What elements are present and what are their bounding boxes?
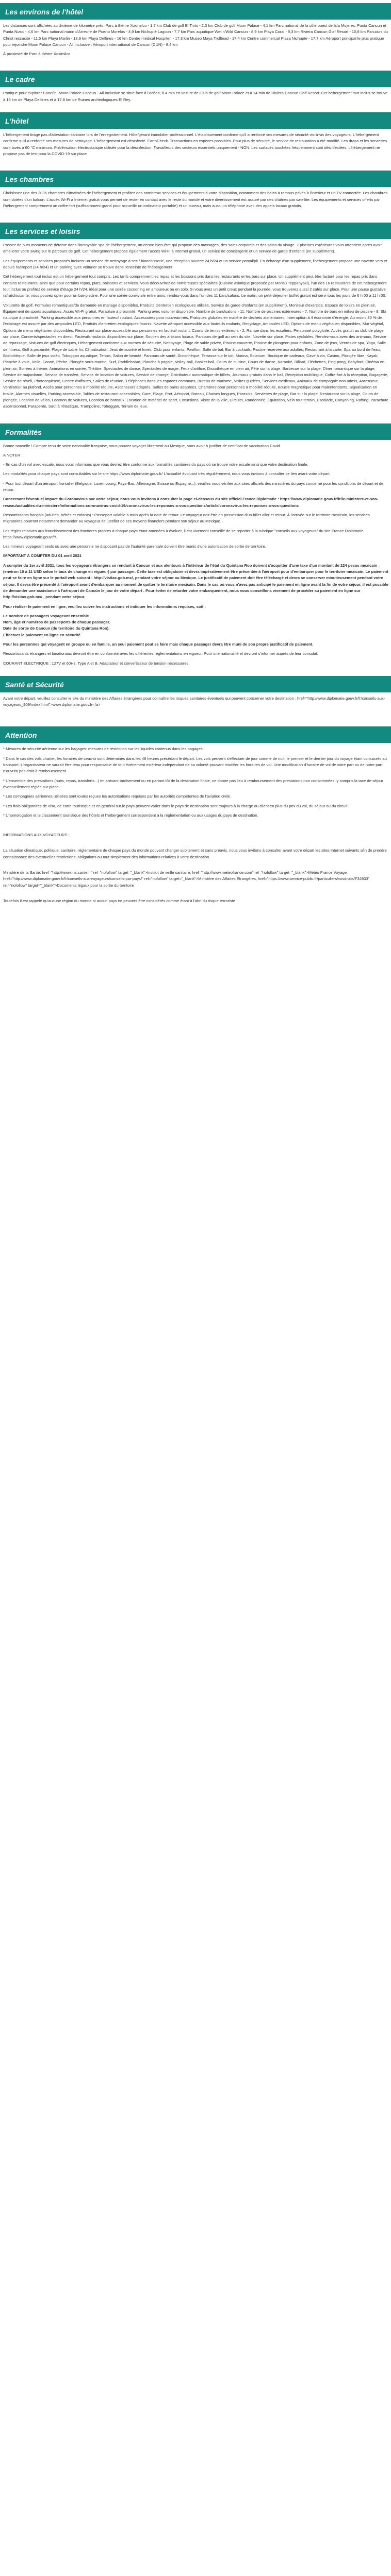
paragraph: Ressortissants français (adultes, bébés et enfants) : Passeport valable 6 mois après la date de retour. Le voyageur doit être en possession d'un billet aller et retour. À l'arrivée sur le territoire mexicain, les services migratoires pourront notamment demander au voyageur de justifier de ses moyens financiers pendant son séjour au Mexique.	[3, 512, 370, 524]
paragraph: Les modalités pour chaque pays sont consultables sur le site https://www.diplomatie.gouv.fr/ L'actualité évoluant très régulièrement, nous vous invitons à consulter ce lien avant votre départ.	[3, 471, 331, 477]
page	[0, 3, 391, 914]
section-body-chambres	[0, 190, 391, 209]
paragraph: A compter du 1er avril 2021, tous les voyageurs étrangers se rendant à Cancun et aux alentours à l'intérieur de l'état du Quintana Roo doivent s'acquitter d'une taxe d'un montant de 224 pesos mexicain (environ 10 à 11 USD selon le taux de change en vigueur) par passager. Cette taxe est obligatoire et devra impérativement être présentée à l'aéroport pour d'embarquer pour le territoire mexicain. Le paiement peut se faire en ligne sur le portail web suivant : http://visitax.gob.mx/, pendant votre séjour au Mexique. Le justificatif de paiement doit être téléchargé et devra se conserver minutieusement pendant votre séjour. Il devra être présenté à l'aéroport avant d'embarquer au moment de quitter le territoire mexicain. Dans le cas où vous n'avez pas anticipé le paiement en ligne avant la fin de votre séjour, il est possible de demander une assistance à l'aéroport de Cancún le jour de votre départ . Pour éviter de retarder votre embarquement, nous vous conseillons vivement de procéder au paiement en ligne sur http://visitax.gob.mx/ , pendant votre séjour.	[3, 563, 388, 600]
section-body-formalites	[0, 443, 391, 667]
paragraph: Ressortissants étrangers et binationaux devront être en conformité avec les différentes réglementations en vigueur. Pour une nationalité et devront s'informer auprès de leur consulat.	[3, 651, 318, 656]
paragraph: À proximité de Parc à thème Xoximilco	[3, 52, 71, 57]
paragraph: * L'ensemble des prestations (nuits, repas, transferts...) en arrivant tardivement ou en partant tôt de la destination finale, ne donne pas lieu à remboursement des prestations non consommées, y compris la taxe de séjour éventuellement réglée sur place.	[3, 778, 383, 789]
paragraph: Cet hébergement tout inclus est un hébergement tout compris. Les tarifs comprennent les repas et les boissons pris dans les restaurants et les bars sur place. Un supplément peut être facturé pour les repas pris dans certains restaurants, ainsi que pour certains repas, plats, boissons et services. Vous découvrirez de nombreuses spécialités (Cuisine asiatique proposée par Monsú Teppanyaki), l'un des 16 restaurants de cet hébergement tout inclus ou profitez de service d'étage 24 h/24, idéal pour une soirée cocooning en amoureux ou en solo. Si vous avez un petit creux pendant la journée, vous trouverez aussi 2 cafés sur place. Pour une pause gustative rafraîchissante, vous pouvez opter pour un bar-piscine. Pour une soirée conviviale entre amis, rendez-vous dans l'un des 11 bars/salons. Le matin, un petit-déjeuner buffet gratuit est servi tous les jours de 6 h 00 à 11 h 00.	[3, 274, 387, 298]
section-title-attention: Attention	[0, 726, 391, 743]
paragraph: - Pour tout départ d'un aéroport frontalier (Belgique, Luxembourg, Pays-Bas, Allemagne, Suisse ou Espagne...), veuillez nous vérifier aux sites officiels des ministères du pays concerné pour les conditions de départ et de retour.	[3, 481, 384, 493]
paragraph: Les règles relatives aux franchissement des frontières propres à chaque pays étant amenées à évoluer, il est vivement conseillé de se reporter à la rubrique "conseils aux voyageurs" du site France Diplomatie, https://www.diplomatie.gouv.fr/.	[3, 528, 365, 539]
paragraph: Passez de purs moments de détente dans l'incroyable spa de l'hébergement, un centre bien-être qui propose des massages, des soins corporels et des soins du visage. 7 piscines extérieures vous attendent après avoir améliorer votre swing sur le parcours de golf. Cet hébergement propose également l'accès Wi-Fi à Internet gratuit, un service de conciergerie et un service de garde d'enfants (en supplément).	[3, 243, 382, 254]
paragraph: A NOTER :	[3, 452, 23, 457]
section-body-attention	[0, 746, 391, 904]
paragraph: Toutefois il est rappelé qu'aucune région du monde ni aucun pays ne peuvent être considérés comme étant à l'abri du risque terroriste	[3, 898, 235, 903]
paragraph: * Dans le cas des vols charter, les horaires de ceux-ci sont déterminés dans les 48 heures précédant le départ. Les vols peuvent s'effectuer de jour comme de nuit, le premier et le dernier jour du voyage étant consacrés au transport. L'organisateur ne saurait être tenu pour responsable de tout événement extérieur indépendant de sa volonté pouvant modifier les horaires de vol. Une modification d'horaire de vol de votre part ou de notre part, n'ouvrira pas droit à remboursement.	[3, 756, 387, 774]
paragraph: * L'homologation et le classement touristique des hôtels et l'hébergement correspondent à la réglementation ou aux usages du pays de destination.	[3, 812, 258, 818]
paragraph: Pour les personnes qui voyagent en groupe ou en famille, un seul paiement peut se faire mais chaque passager devra être muni de son propre justificatif de paiement.	[3, 642, 314, 647]
paragraph: Bonne nouvelle ! Compte tenu de votre nationalité française, vous pouvez voyager librement au Mexique, sans avoir à justifier de certificat de vaccination Covid.	[3, 443, 281, 448]
section-title-formalites: Formalités	[0, 423, 391, 440]
paragraph: Choisissez une des 2036 chambres climatisées de l'hébergement et profitez des nombreux services et équipements à votre disposition, notamment des bains à remous privés à l'intérieur et un TV connectée. Les chambres sont dotées d'un balcon. L'accès Wi-Fi à Internet gratuit vous permet de rester en contact avec le reste du monde et votre divertissement est assuré par des chaînes par satellite. Les équipements et services offerts par l'hébergement comprennent un coffre-fort (suffisamment grand pour accueillir un ordinateur portable) et un bureau, mais aussi un téléphone avec des appels locaux gratuits.	[3, 191, 388, 208]
section-body-cadre	[0, 90, 391, 103]
paragraph: Les distances sont affichées au dixième de kilomètre près. Parc à thème Xoximilco - 1,7 km Club de golf El Tinto - 2,3 km Club de golf Moon Palace - 4,1 km Parc national de la côte ouest de Isla Mujeres, Punta Cancun et Punta Nizuc - 4,6 km Parc national marin d'Arrecife de Puerto Morelos - 4,9 km Nichupté Lagoon - 7,7 km Parc aquatique Wet n'Wild Cancun - 8,9 km Playa Coral - 9,3 km Riviera Cancun Golf Resort - 10,8 km Parcours du Christ rescucité - 11,5 km Playa Marlin - 13,9 km Playa Delfines - 16 km Centre médical Hospiten - 17,3 km Museo Maya Trolltead - 17,4 km Centre commercial Plaza Nichupte - 17,7 km Aéroport principal le plus pratique pour rejoindre Moon Palace Cancun - All Inclusive : Aéroport international de Cancun (CUN) - 8,4 km	[3, 23, 388, 47]
paragraph: IMPORTANT A COMPTER DU 01 avril 2021	[3, 553, 82, 558]
paragraph: Pratique pour explorer Cancún, Moon Palace Cancun - All Inclusive se situe face à l'océan, à 4 min en voiture de Club de golf Moon Palace et à 14 min de Riviera Cancun Golf Resort. Cet hébergement tout inclus se trouve à 16 km de Playa Delfines et à 17,8 km de Ruines archéologiques El Rey.	[3, 91, 388, 102]
section-body-sante	[0, 696, 391, 708]
paragraph: Le nombre de passagers voyageant ensemble Nom, âge et numéros de passeports de chaque passager. Date de sortie de Cancun (du territoire du Quintana Roo). Effectuer le paiement en ligne en sécurité	[3, 613, 110, 637]
paragraph: Les mineurs voyageant seuls ou avec une personne ne disposant pas de l'autorité parentale doivent être munis d'une autorisation de sortie de territoire.	[3, 544, 266, 549]
section-title-hotel: L'hôtel	[0, 112, 391, 129]
paragraph[interactable]: Ministère de la Santé: href="http://www.ins.sante.fr" rel="nofollow" target="_blank">Institut de veille sanitaire, href="http://www.meteofrance.com" rel="nofollow" target="_blank">Météo France Voyage, href="http://www.diplomatie.gouv.fr/fr/conseils-aux-voyageurs/conseils-par-pays/" rel="nofollow" target="_blank">Ministère des Affaires Étrangères, href="https://www.service-public.fr/particuliers/vosdroits/F32833" rel="nofollow" target="_blank">Documents légaux pour la sortie du territoire	[3, 870, 370, 888]
section-title-cadre: Le cadre	[0, 71, 391, 87]
section-title-services: Les services et loisirs	[0, 223, 391, 239]
section-body-hotel	[0, 132, 391, 157]
info-header: INFORMATIONS AUX VOYAGEURS :	[3, 833, 70, 838]
paragraph: Les équipements et services proposés incluent un service de nettoyage à sec / blanchisserie, une réception ouverte 24 h/24 et un service postal/pli. En échange d'un supplément, l'hébergement propose une navette vers et depuis l'aéroport (24 h/24) et un parking avec voiturier se trouve dans l'enceinte de l'hébergement.	[3, 258, 387, 270]
section-title-chambres: Les chambres	[0, 171, 391, 187]
paragraph: * Mesures de sécurité aérienne sur les bagages: mesures de restriction sur les liquides contenus dans les bagages.	[3, 747, 204, 752]
section-title-sante: Santé et Sécurité	[0, 676, 391, 692]
paragraph: - En cas d'un vol avec escale, nous vous informons que vous devrez être conforme aux formalités sanitaires du pays où se trouve votre escale ainsi que votre destination finale.	[3, 462, 308, 467]
paragraph: COURANT ELECTRIQUE : 127V et 60Hz. Type A et B. Adaptateur et convertisseur de tension nécessaires.	[3, 660, 190, 666]
section-body-services	[0, 242, 391, 410]
paragraph: Pour réaliser le paiement en ligne, veuillez suivre les instructions et indiquer les informations requises, soit :	[3, 604, 206, 609]
paragraph: Concernant l'éventuel impact du Coronavirus sur votre séjour, nous vous invitons à consulter la page ci-dessous du site officiel France Diplomatie : https://www.diplomatie.gouv.fr/fr/le-ministere-et-son-reseau/actualites-du-ministere/informations-coronavirus-covid-19/coronavirus-les-reponses-a-vos-questions/article/coronavirus-les-reponses-a-vos-questions	[3, 497, 379, 508]
section-title-environs: Les environs de l'hôtel	[0, 3, 391, 20]
section-body-environs	[0, 23, 391, 57]
paragraph: * Les compagnies aériennes utilisées sont toutes reçues les autorisations requises par les autorités compétentes de l'aviation civile.	[3, 794, 232, 799]
paragraph: Voiturette de golf, Formules romantiques/de demande en mariage disponibles, Produits d'entretien écologiques utilisés, Service de garde d'enfants (en supplément), Moniteur d'exercice, Espace de loisirs en plein air, Équipement de sports aquatiques, Accès Wi-Fi gratuit, Parapluie à proximité, Parking avec voiturier disponible, Nombre de bars/salons - 11, Nombre de piscines extérieures - 7, Nombre de bars en milieu de piscine - 9, Ski nautique à proximité, Parking accessible aux personnes en fauteuil roulant, Accessoires pour nouveau-nés, Pratiques globales en matière de déchets alimentaires, Interruption à 4 économie d'énergie, Au moins 80 % de l'éclairage est assuré par des ampoules LED, Produits d'entretien écologiques fournis, Navette aéroport accessible aux fauteuils roulants, Recyclage, Ampoules LED, Options de menu végétalien disponibles, Mur végétal, Options de menu végétarien disponibles, Restaurant sur place accessible aux personnes en fauteuil roulant, Courts de tennis extérieurs - 2, Rampe dans les escaliers, Personnel polyglotte, Accès gratuit au club de plage sur place, Concerts/spectacles en direct, Fauteuils roulants disponibles sur place, Soutien des artisans locaux, Parcours de golf au sein du site, Navette sur place, Pistes cyclables, Rendez-vous avec des animaux, Service de repassage, Voitures de golf électriques, Hébergement conforme aux normes de sécurité, Nettoyage, Plage de sable privée, Piscine couverte, Piscine de plongeon pour enfants, Zone de jeux, Ventes de spa, Yoga, Salle de fitness, Golf à proximité, Plage de sable fin, Climatisation, Jeux de société et livres, Club pour enfants, Pavillon, Salle de bal, Bar à cocktails, Piscine réservée aux adultes, Restaurant à la carte, Spa au bord de l'eau, Bibliothèque, Salle de jeux vidéo, Toboggan aquatique, Tennis, Salon de beauté, Parcours de santé, Discothèque, Terrasse sur le toit, Marina, Solarium, Boutique de cadeaux, Cave à vin, Casino, Plongée libre, Kayak, Planche à voile, Voile, Canoë, Pêche, Plongée sous-marine, Surf, Paddleboard, Planche à pagaie, Volley-ball, Basket-ball, Cours de cuisine, Cours de danse, Karaoké, Billard, Fléchettes, Ping-pong, Babyfoot, Cinéma en plein air, Soirées à thème, Animations en soirée, Théâtre, Spectacles de danse, Spectacles de magie, Feux d'artifice, Discothèque en plein air, Fête sur la plage, Barbecue sur la plage, Dîner romantique sur la plage, Service de majordome, Service de transfert, Service de location de voitures, Service de change, Distributeur automatique de billets, Journaux gratuits dans le hall, Réception multilingue, Coffre-fort à la réception, Bagagerie, Service de réveil, Photocopieuse, Centre d'affaires, Salles de réunion, Téléphones dans les espaces communs, Bureau de tourisme, Visites guidées, Services médicaux, Animaux de compagnie non admis, Ascenseur, Ventilateur au plafond, Accès pour personnes à mobilité réduite, Ascenseurs adaptés, Salles de bains adaptées, Chambres pour personnes à mobilité réduite, Boucle magnétique pour malentendants, Signalisation en braille, Alarmes visuelles, Parking accessible, Tables de restaurant accessibles, Gare, Plage, Port, Aéroport, Bateau, Chaises longues, Parasols, Serviettes de plage, Bar sur la plage, Restaurant sur la plage, Cours de plongée, Location de vélos, Location de voitures, Location de bateaux, Location de matériel de sport, Excursions, Visite de la ville, Circuits, Randonnée, Équitation, Vélo tout terrain, Escalade, Canyoning, Rafting, Parachute ascensionnel, Parapente, Saut à l'élastique, Trampoline, Toboggan, Terrain de jeux.	[3, 302, 389, 409]
paragraph: La situation climatique, politique, sanitaire, réglementaire de chaque pays du monde pouvant changer subitement et sans préavis, nous vous invitons à consulter avant votre départ les sites Internet suivants afin de prendre connaissance des éventuelles restrictions, obligations ou tout simplement des informations relatives à votre destination.	[3, 848, 387, 859]
paragraph: Avant votre départ, veuillez consulter le site du ministère des Affaires étrangères pour connaître les risques sanitaires éventuels qui peuvent concerner votre destination : href="http://www.diplomatie.gouv.fr/fr/conseils-aux-voyageurs_909/index.html">www.diplomatie.gouv.fr</a>	[3, 696, 385, 707]
paragraph: * Les frais obligatoires de visa, de carte touristique et en général sur le pays peuvent varier dans le pays de destination sont toujours à la charge du client en plus du prix du vol, du séjour ou du circuit.	[3, 803, 349, 808]
paragraph: L'hébergement tirage pas d'attestation sanitaire lors de l'enregistrement. Hôte/gérant immobilier professionnel. L'établissement confirme qu'il a renforcé ses mesures de sécurité vis-à-vis des voyageurs. L'hébergement confirme qu'il a renforcé ses mesures de nettoyage. L'hébergement est désinfecté. EarthCheck. Transactions en espèces possibles. Pour plus de sécurité, le service de restauration a été modifié. Les draps et les serviettes sont lavés à 60 °C minimum. Pulvérisation électrostatique utilisée pour la désinfection. Travailleurs des secteurs essentiels uniquement - NON. Les surfaces touchées fréquemment sont désinfectées. L'hébergement ne propose pas de test pour la COVID-19 sur place	[3, 132, 387, 156]
